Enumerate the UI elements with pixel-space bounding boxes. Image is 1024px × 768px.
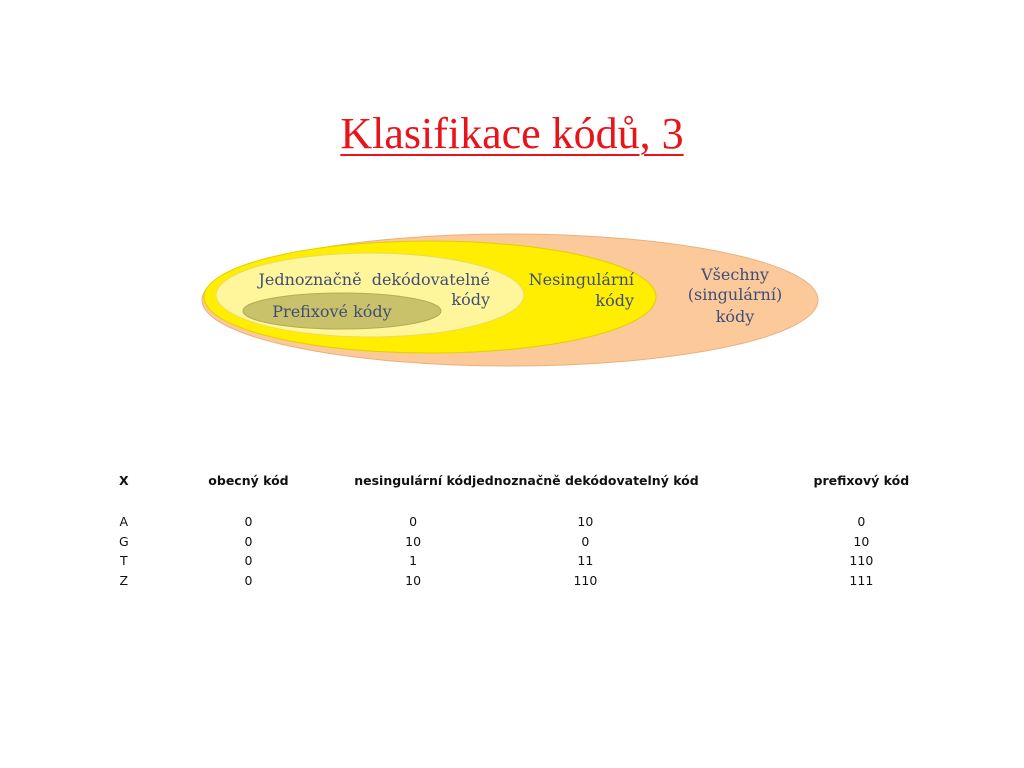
header-general-code: obecný kód [208, 472, 289, 488]
nested-ellipses [190, 225, 830, 375]
cell-general-code: 0 [244, 572, 253, 588]
cell-prefix-code: 111 [849, 572, 874, 588]
table-row [105, 571, 1024, 591]
uniquely-decodable-label-line-2: kódy [451, 290, 490, 309]
cell-prefix-code: 10 [853, 533, 870, 549]
table-row [105, 512, 1024, 532]
code-comparison-table [105, 469, 1024, 590]
cell-general-code: 0 [244, 553, 253, 569]
table-spacer-row [105, 491, 1024, 512]
slide-title: Klasifikace kódů, 3 [340, 109, 684, 158]
cell-nonsingular-code: 10 [405, 533, 422, 549]
all-codes-label-line-3: kódy [715, 307, 755, 326]
code-classification-diagram [190, 225, 830, 375]
cell-nonsingular-code: 10 [405, 572, 422, 588]
nonsingular-label-line-2: kódy [595, 291, 634, 310]
cell-symbol: A [119, 514, 129, 530]
cell-nonsingular-code: 0 [409, 514, 418, 530]
cell-uniquely-decodable-code: 110 [573, 572, 598, 588]
cell-symbol: G [118, 533, 129, 549]
cell-prefix-code: 110 [849, 553, 874, 569]
nonsingular-label-line-1: Nesingulární [528, 270, 634, 289]
table-header-row [105, 469, 1024, 491]
cell-uniquely-decodable-code: 11 [577, 553, 594, 569]
cell-nonsingular-code: 1 [409, 553, 418, 569]
cell-general-code: 0 [244, 533, 253, 549]
prefix-codes-label: Prefixové kódy [272, 302, 392, 321]
cell-general-code: 0 [244, 514, 253, 530]
table-row [105, 532, 1024, 552]
all-codes-label-line-1: Všechny [701, 265, 769, 284]
cell-uniquely-decodable-code: 0 [581, 533, 590, 549]
header-symbol: X [119, 472, 129, 488]
all-codes-label-line-2: (singulární) [687, 285, 783, 304]
cell-prefix-code: 0 [857, 514, 866, 530]
cell-symbol: Z [119, 572, 129, 588]
cell-symbol: T [120, 553, 128, 569]
cell-uniquely-decodable-code: 10 [577, 514, 594, 530]
table-row [105, 551, 1024, 571]
header-prefix-code: prefixový kód [813, 472, 910, 488]
header-uniquely-decodable-code: jednoznačně dekódovatelný kód [472, 472, 699, 488]
header-nonsingular-code: nesingulární kód [354, 472, 473, 488]
uniquely-decodable-label-line-1: Jednoznačně dekódovatelné [258, 270, 490, 289]
